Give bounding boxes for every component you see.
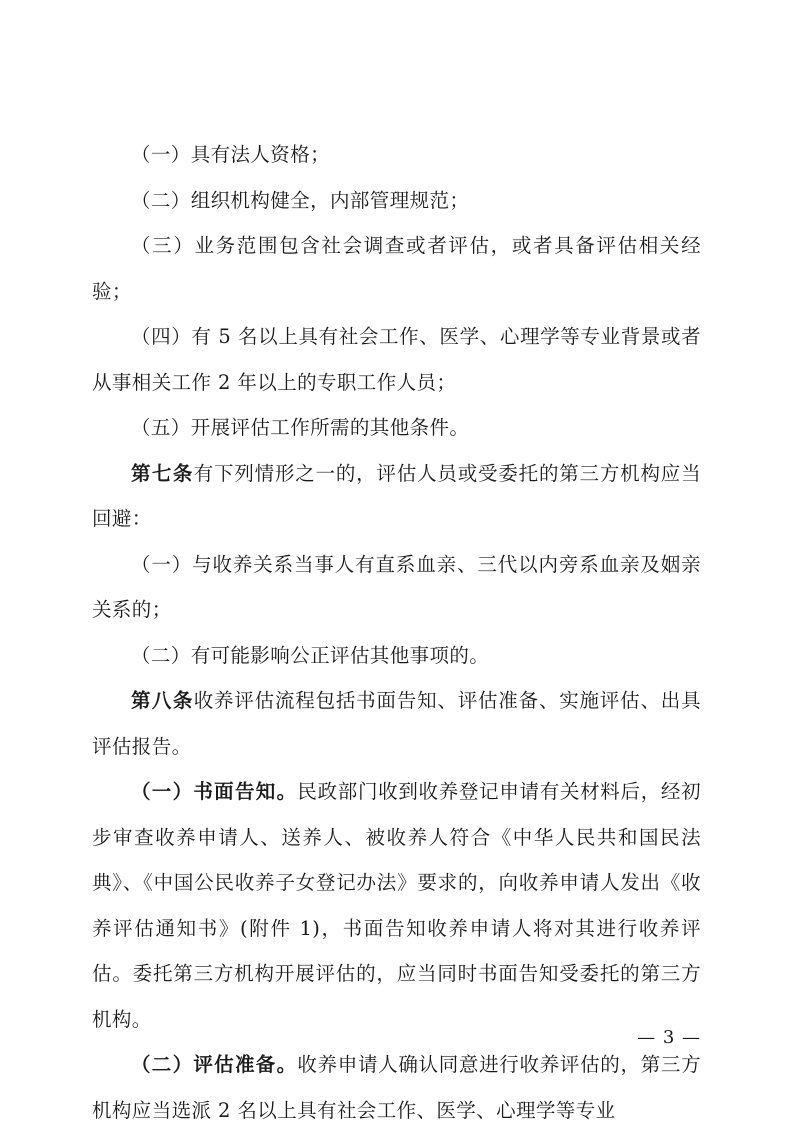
article-8-text: 收养评估流程包括书面告知、评估准备、实施评估、出具评估报告。	[92, 689, 701, 758]
paragraph-item-5: （五）开展评估工作所需的其他条件。	[131, 416, 470, 439]
paragraph-article-8-item-2	[92, 1042, 701, 1133]
article-7-lead: 第七条	[131, 461, 194, 485]
paragraph-article-8	[92, 678, 701, 769]
paragraph-item-2: （二）组织机构健全，内部管理规范；	[131, 188, 470, 212]
article-8-lead: 第八条	[131, 689, 194, 712]
paragraph-item-1: （一）具有法人资格；	[131, 143, 331, 166]
article-7-text: 有下列情形之一的，评估人员或受委托的第三方机构应当回避：	[92, 461, 701, 530]
document-body	[92, 132, 701, 1133]
paragraph-article-7-item-2: （二）有可能影响公正评估其他事项的。	[131, 643, 490, 667]
paragraph-item-4: （四）有 5 名以上具有社会工作、医学、心理学等专业背景或者从事相关工作 2 年以上的专职工作人员；	[92, 325, 701, 394]
article-8-item-1-lead: （一）书面告知。	[131, 780, 298, 803]
paragraph-article-7-item-1: （一）与收养关系当事人有直系血亲、三代以内旁系血亲及姻亲关系的；	[92, 552, 701, 621]
article-8-item-1-text: 民政部门收到收养登记申请有关材料后，经初步审查收养申请人、送养人、被收养人符合《中华人民共和国民法典》、《中国公民收养子女登记办法》要求的，向收养申请人发出《收养评估通知书》(附件 1)，书面告知收养申请人将对其进行收养评估。委托第三方机构开展评估的，应当同时书面告知受委托的第三方机构。	[92, 780, 701, 1031]
paragraph-article-8-item-1	[92, 769, 701, 1042]
article-8-item-2-text: 收养申请人确认同意进行收养评估的，第三方机构应当选派 2 名以上具有社会工作、医学、心理学等专业	[92, 1053, 701, 1122]
paragraph-item-3: （三）业务范围包含社会调查或者评估，或者具备评估相关经验；	[92, 234, 701, 303]
paragraph-article-7	[92, 451, 701, 542]
page-number: — 3 —	[637, 1027, 701, 1048]
article-8-item-2-lead: （二）评估准备。	[131, 1053, 298, 1076]
